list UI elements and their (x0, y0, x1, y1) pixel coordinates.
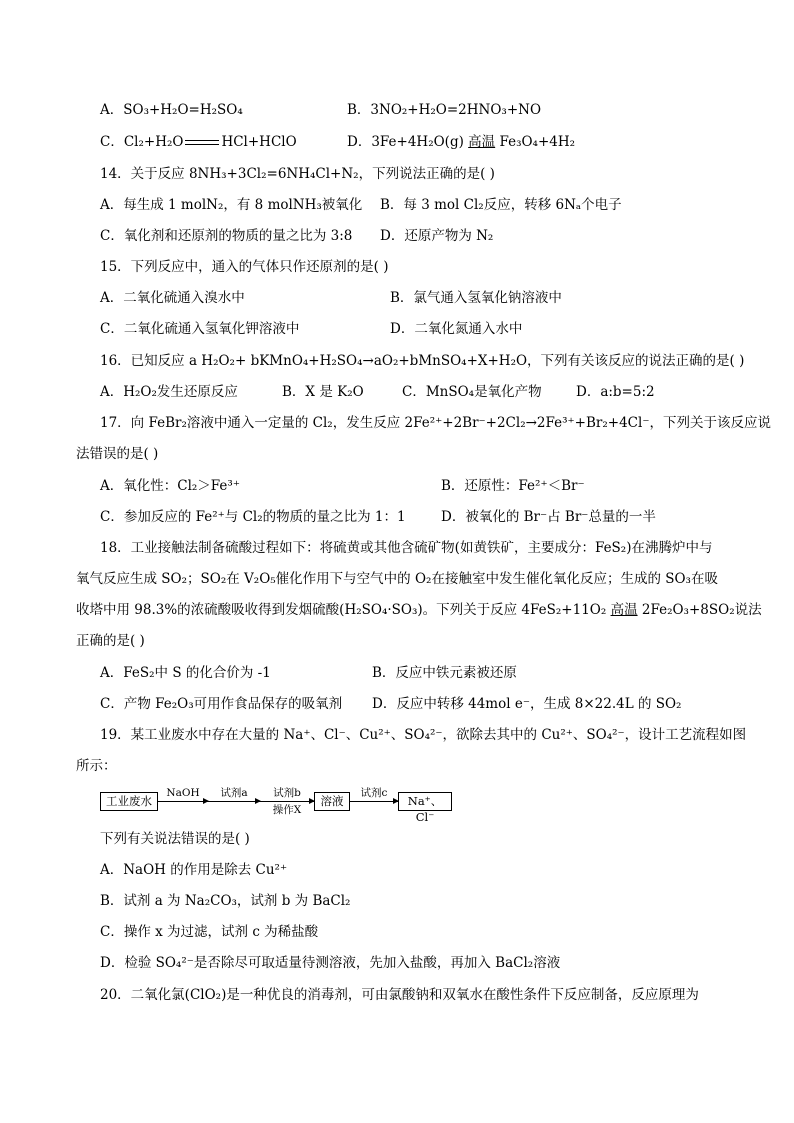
option-13a: A．SO₃+H₂O=H₂SO₄ (100, 102, 243, 118)
option-15c: C．二氧化硫通入氢氧化钾溶液中 (100, 321, 300, 337)
option-18b: B．反应中铁元素被还原 (372, 665, 517, 681)
flow-label-reagent-a: 试剂a (220, 787, 248, 799)
option-13d-right: Fe₃O₄+4H₂ (499, 134, 576, 150)
flow-label-operation-x: 操作X (272, 804, 302, 816)
flow-arrow-1 (158, 801, 208, 802)
option-16d: D．a:b=5:2 (576, 384, 655, 400)
option-14b: B．每 3 mol Cl₂反应，转移 6Nₐ个电子 (380, 197, 622, 213)
option-17b: B．还原性：Fe²⁺＜Br⁻ (441, 478, 585, 494)
question-18-line3-left: 收塔中用 98.3%的浓硫酸吸收得到发烟硫酸(H₂SO₄·SO₃)。下列关于反应 4FeS₂+11O₂ (76, 602, 607, 618)
question-19-prompt: 下列有关说法错误的是( ) (100, 831, 250, 847)
option-18c: C．产物 Fe₂O₃可用作食品保存的吸氧剂 (100, 696, 343, 712)
option-16b: B．X 是 K₂O (282, 384, 364, 400)
flow-arrow-4 (350, 801, 398, 802)
option-19c: C．操作 x 为过滤，试剂 c 为稀盐酸 (100, 924, 319, 940)
option-16c: C．MnSO₄是氧化产物 (402, 384, 542, 400)
flow-label-naoh: NaOH (166, 787, 200, 799)
option-15b: B．氯气通入氢氧化钠溶液中 (390, 290, 562, 306)
question-17: 17．向 FeBr₂溶液中通入一定量的 Cl₂，发生反应 2Fe²⁺+2Br⁻+2Cl₂→2Fe³⁺+Br₂+4Cl⁻，下列关于该反应说 (100, 415, 771, 431)
option-17d: D．被氧化的 Br⁻占 Br⁻总量的一半 (441, 509, 656, 525)
reversible-arrow-icon (185, 139, 219, 147)
option-17a: A．氧化性：Cl₂＞Fe³⁺ (100, 478, 240, 494)
condition-high-temp-18: 高温 (610, 602, 638, 618)
option-19a: A．NaOH 的作用是除去 Cu²⁺ (100, 862, 288, 878)
question-19-cont: 所示： (76, 758, 117, 774)
question-19: 19．某工业废水中存在大量的 Na⁺、Cl⁻、Cu²⁺、SO₄²⁻，欲除去其中的 Cu²⁺、SO₄²⁻，设计工艺流程如图 (100, 727, 747, 743)
option-14d: D．还原产物为 N₂ (380, 228, 494, 244)
option-15a: A．二氧化硫通入溴水中 (100, 290, 245, 306)
flow-label-reagent-c: 试剂c (360, 787, 388, 799)
option-15d: D．二氧化氮通入水中 (390, 321, 523, 337)
process-flow-diagram (100, 786, 460, 824)
option-13d (347, 133, 575, 151)
option-19d: D．检验 SO₄²⁻是否除尽可取适量待测溶液，先加入盐酸，再加入 BaCl₂溶液 (100, 955, 561, 971)
question-18-line4: 正确的是( ) (76, 633, 145, 649)
question-15: 15．下列反应中，通入的气体只作还原剂的是( ) (100, 259, 389, 275)
option-13c (100, 133, 297, 151)
option-18d: D．反应中转移 44mol e⁻，生成 8×22.4L 的 SO₂ (372, 696, 682, 712)
option-19b: B．试剂 a 为 Na₂CO₃，试剂 b 为 BaCl₂ (100, 893, 351, 909)
flow-start-box: 工业废水 (100, 792, 158, 811)
question-18-line2: 氧气反应生成 SO₂；SO₂在 V₂O₅催化作用下与空气中的 O₂在接触室中发生催化氧化反应；生成的 SO₃在吸 (76, 571, 718, 587)
flow-end-box: Na⁺、Cl⁻ (398, 792, 452, 811)
option-13c-left: C．Cl₂+H₂O (100, 134, 184, 150)
option-16a: A．H₂O₂发生还原反应 (100, 384, 238, 400)
option-13b: B．3NO₂+H₂O=2HNO₃+NO (347, 102, 542, 118)
option-18a: A．FeS₂中 S 的化合价为 -1 (100, 665, 271, 681)
flow-arrow-2 (208, 801, 260, 802)
question-18-line3-right: 2Fe₂O₃+8SO₂说法 (641, 602, 762, 618)
question-20: 20．二氧化氯(ClO₂)是一种优良的消毒剂，可由氯酸钠和双氧水在酸性条件下反应制备，反应原理为 (100, 987, 699, 1003)
option-13c-right: HCl+HClO (221, 134, 297, 150)
option-14a: A．每生成 1 molN₂，有 8 molNH₃被氧化 (100, 197, 363, 213)
condition-high-temp: 高温 (468, 134, 496, 150)
option-13d-left: D．3Fe+4H₂O(g) (347, 134, 464, 150)
flow-label-reagent-b: 试剂b (273, 787, 301, 799)
question-18-line3 (76, 601, 762, 619)
flow-solution-box: 溶液 (314, 792, 350, 811)
flow-arrow-3 (260, 801, 314, 802)
option-14c: C．氧化剂和还原剂的物质的量之比为 3:8 (100, 228, 353, 244)
question-16: 16．已知反应 a H₂O₂+ bKMnO₄+H₂SO₄→aO₂+bMnSO₄+X+H₂O，下列有关该反应的说法正确的是( ) (100, 353, 745, 369)
question-17-cont: 法错误的是( ) (76, 446, 159, 462)
question-18: 18．工业接触法制备硫酸过程如下：将硫黄或其他含硫矿物(如黄铁矿，主要成分：FeS₂)在沸腾炉中与 (100, 540, 713, 556)
option-17c: C．参加反应的 Fe²⁺与 Cl₂的物质的量之比为 1：1 (100, 509, 406, 525)
question-14: 14．关于反应 8NH₃+3Cl₂=6NH₄Cl+N₂，下列说法正确的是( ) (100, 166, 495, 182)
